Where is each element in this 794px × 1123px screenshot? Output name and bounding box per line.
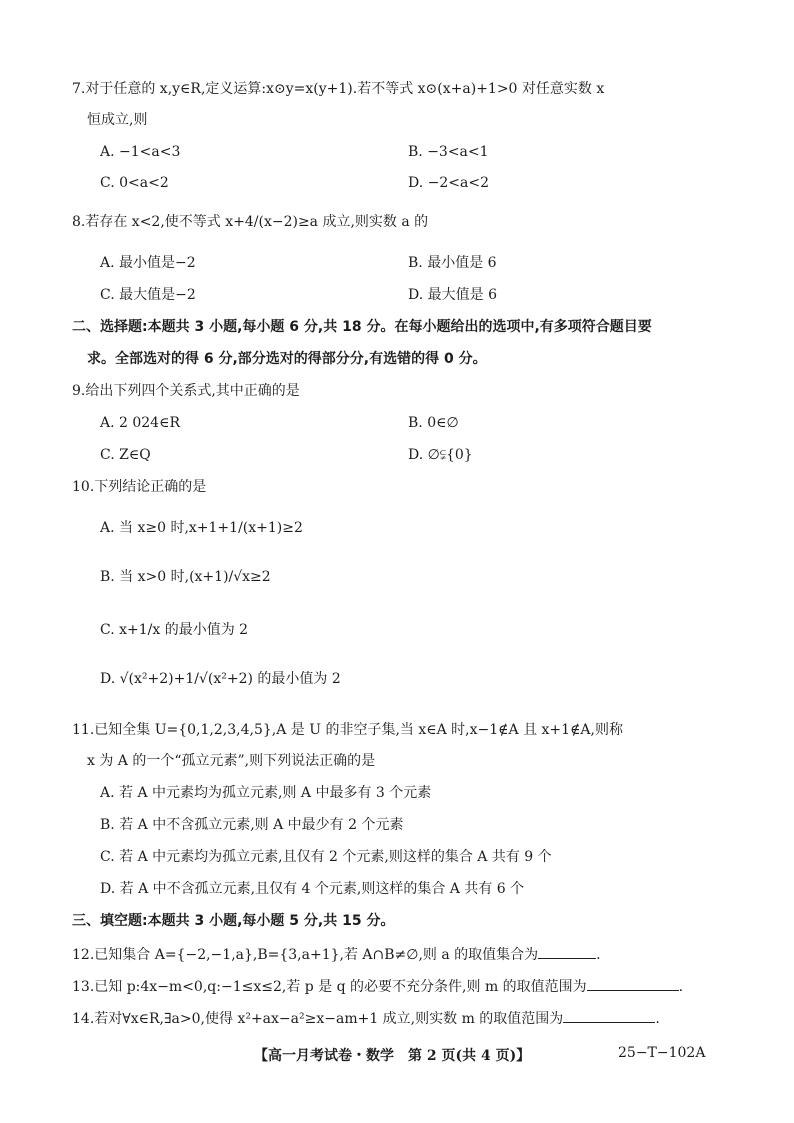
- q11-option-d: D. 若 A 中不含孤立元素,且仅有 4 个元素,则这样的集合 A 共有 6 个: [100, 881, 525, 897]
- q8-option-b: B. 最小值是 6: [408, 255, 497, 271]
- q14-answer-blank[interactable]: [563, 1008, 655, 1023]
- section2-heading: 二、选择题:本题共 3 小题,每小题 6 分,共 18 分。在每小题给出的选项中,有多项符合题目要: [72, 319, 652, 335]
- q14-line: [72, 1008, 660, 1028]
- q11-stem-cont: x 为 A 的一个“孤立元素”,则下列说法正确的是: [87, 753, 376, 769]
- q7-option-d: D. −2<a<2: [408, 175, 489, 191]
- q7-stem-cont: 恒成立,则: [87, 112, 148, 128]
- q9-option-a: A. 2 024∈R: [100, 415, 180, 431]
- q12-stem: 12.已知集合 A={−2,−1,a},B={3,a+1},若 A∩B≠∅,则 a 的取值集合为: [72, 947, 539, 963]
- q9-option-d: D. ∅⫋{0}: [408, 447, 473, 463]
- q13-end: .: [678, 979, 684, 995]
- q13-line: [72, 976, 683, 996]
- q7-option-a: A. −1<a<3: [100, 144, 181, 160]
- q7-option-c: C. 0<a<2: [100, 175, 169, 191]
- q14-stem: 14.若对∀x∈R,∃a>0,使得 x²+ax−a²≥x−am+1 成立,则实数 m 的取值范围为: [72, 1011, 564, 1027]
- q11-option-c: C. 若 A 中元素均为孤立元素,且仅有 2 个元素,则这样的集合 A 共有 9 个: [100, 849, 552, 865]
- section3-heading: 三、填空题:本题共 3 小题,每小题 5 分,共 15 分。: [72, 913, 395, 929]
- q8-option-a: A. 最小值是−2: [100, 255, 196, 271]
- q10-stem: 10.下列结论正确的是: [72, 479, 207, 495]
- footer-title: 【高一月考试卷・数学 第 2 页(共 4 页)】: [254, 1048, 531, 1064]
- q8-option-d: D. 最大值是 6: [408, 287, 497, 303]
- q11-stem: 11.已知全集 U={0,1,2,3,4,5},A 是 U 的非空子集,当 x∈A 时,x−1∉A 且 x+1∉A,则称: [72, 722, 623, 738]
- q14-end: .: [655, 1011, 660, 1027]
- q11-option-a: A. 若 A 中元素均为孤立元素,则 A 中最多有 3 个元素: [100, 785, 432, 801]
- q7-stem: 7.对于任意的 x,y∈R,定义运算:x⊙y=x(y+1).若不等式 x⊙(x+a)+1>0 对任意实数 x: [72, 81, 605, 97]
- q12-end: .: [596, 947, 601, 963]
- q8-stem: 8.若存在 x<2,使不等式 x+4/(x−2)≥a 成立,则实数 a 的: [72, 214, 429, 230]
- q12-line: [72, 944, 601, 964]
- q8-option-c: C. 最大值是−2: [100, 287, 196, 303]
- section2-heading-cont: 求。全部选对的得 6 分,部分选对的得部分分,有选错的得 0 分。: [87, 351, 487, 367]
- q10-option-c: C. x+1/x 的最小值为 2: [100, 622, 249, 638]
- q12-answer-blank[interactable]: [538, 944, 596, 959]
- q11-option-b: B. 若 A 中不含孤立元素,则 A 中最少有 2 个元素: [100, 817, 404, 833]
- q10-option-b: B. 当 x>0 时,(x+1)/√x≥2: [100, 569, 271, 585]
- q7-option-b: B. −3<a<1: [408, 144, 489, 160]
- q9-stem: 9.给出下列四个关系式,其中正确的是: [72, 383, 300, 399]
- q9-option-c: C. Z∈Q: [100, 447, 151, 463]
- q13-answer-blank[interactable]: [587, 976, 679, 991]
- q13-stem: 13.已知 p:4x−m<0,q:−1≤x≤2,若 p 是 q 的必要不充分条件,则 m 的取值范围为: [72, 979, 587, 995]
- footer-code: 25−T−102A: [618, 1045, 706, 1061]
- q9-option-b: B. 0∈∅: [408, 415, 459, 431]
- q10-option-a: A. 当 x≥0 时,x+1+1/(x+1)≥2: [100, 520, 303, 536]
- q10-option-d: D. √(x²+2)+1/√(x²+2) 的最小值为 2: [100, 671, 341, 687]
